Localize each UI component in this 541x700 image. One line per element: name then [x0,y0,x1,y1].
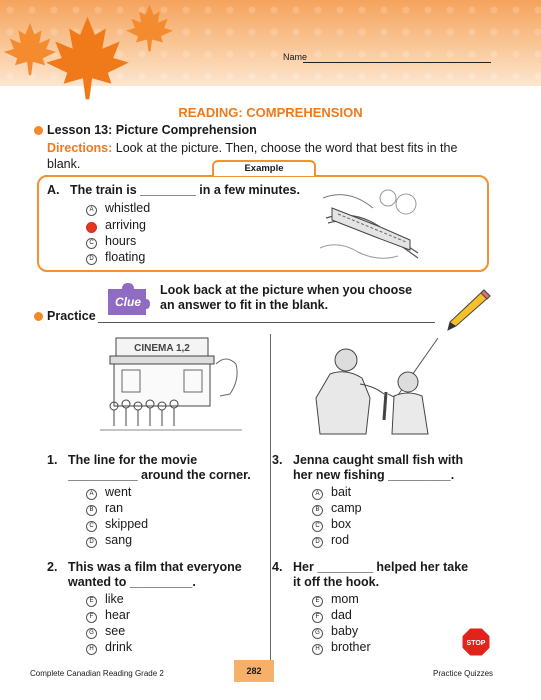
answer-option[interactable] [312,592,359,607]
answer-option[interactable] [312,501,362,516]
question-line: Jenna caught small fish with [293,453,464,467]
option-bubble[interactable]: G [86,628,97,639]
answer-option[interactable] [312,485,351,500]
clue-text [160,283,412,313]
page-number: 282 [234,660,274,682]
example-question: The train is ________ in a few minutes. [70,183,300,197]
option-bubble[interactable]: D [86,537,97,548]
option-text: went [105,485,132,499]
option-bubble[interactable]: C [86,521,97,532]
option-text: baby [331,624,359,638]
answer-option[interactable] [312,624,358,639]
option-text: bait [331,485,352,499]
option-text: arriving [105,218,146,232]
option-text: sang [105,533,133,547]
answer-option[interactable] [86,624,125,639]
example-letter: A. [47,183,60,197]
question-text [293,453,463,483]
question-line: The line for the movie [68,453,198,467]
pencil-icon [444,288,492,332]
option-text: see [105,624,126,638]
question-line: it off the hook. [293,575,380,589]
question-line: her new fishing _________. [293,468,455,482]
answer-option[interactable] [312,517,351,532]
option-text: box [331,517,352,531]
option-text: like [105,592,124,606]
option-bubble[interactable]: E [312,596,323,607]
answer-option[interactable] [86,485,131,500]
name-input-line[interactable] [303,62,491,63]
example-option[interactable] [86,250,145,265]
clue-badge-text: Clue [114,295,142,309]
option-bubble[interactable]: B [86,505,97,516]
fishing-illustration [300,338,448,438]
directions-text: Look at the picture. Then, choose the word that best fits in the blank. [47,141,458,171]
column-divider [270,334,271,664]
answer-option[interactable] [86,640,132,655]
section-title: READING: COMPREHENSION [178,105,363,120]
option-bubble[interactable]: C [86,238,97,249]
option-text: drink [105,640,133,654]
lesson-title: Lesson 13: Picture Comprehension [47,123,257,137]
question-text [68,453,251,483]
stop-sign-icon [462,628,490,656]
option-bubble[interactable]: A [86,205,97,216]
question-text [68,560,242,590]
train-illustration [318,178,430,264]
clue-line-1: Look back at the picture when you choose [160,283,413,297]
practice-rule [98,322,435,323]
answer-option[interactable] [86,592,124,607]
option-text: whistled [105,201,151,215]
maple-leaf-icon [0,20,60,78]
answer-option[interactable] [312,640,371,655]
bullet-icon [34,126,43,135]
question-number: 4. [272,560,283,574]
name-label: Name [283,52,308,62]
option-bubble[interactable]: B [312,505,323,516]
option-bubble[interactable]: A [312,489,323,500]
option-text: floating [105,250,146,264]
footer-section: Practice Quizzes [433,669,494,678]
answer-option[interactable] [312,608,352,623]
answer-option[interactable] [86,533,132,548]
option-bubble[interactable]: A [86,489,97,500]
option-bubble[interactable]: D [86,254,97,265]
cinema-sign-text: CINEMA 1,2 [134,343,190,354]
example-option[interactable] [86,218,146,233]
option-text: hear [105,608,131,622]
option-text: mom [331,592,359,606]
option-text: camp [331,501,362,515]
answer-option[interactable] [86,608,130,623]
option-text: hours [105,234,137,248]
example-option[interactable] [86,234,136,249]
question-line: Her ________ helped her take [293,560,469,574]
option-bubble[interactable]: F [312,612,323,623]
maple-leaf-icon [122,2,177,54]
clue-puzzle-icon [104,283,150,317]
directions-label: Directions: [47,141,113,155]
option-bubble[interactable]: H [312,644,323,655]
option-bubble[interactable]: D [312,537,323,548]
option-bubble[interactable]: C [312,521,323,532]
footer-book-title: Complete Canadian Reading Grade 2 [30,669,164,678]
option-bubble-selected[interactable] [86,222,97,233]
clue-line-2: an answer to fit in the blank. [160,298,329,312]
question-number: 2. [47,560,58,574]
question-line: This was a film that everyone [68,560,242,574]
stop-sign-text: STOP [466,640,486,647]
example-option[interactable] [86,201,150,216]
cinema-illustration [100,334,242,436]
question-line: wanted to _________. [68,575,196,589]
example-tab: Example [212,160,316,176]
option-bubble[interactable]: G [312,628,323,639]
option-text: rod [331,533,350,547]
question-number: 1. [47,453,58,467]
answer-option[interactable] [86,517,148,532]
answer-option[interactable] [312,533,349,548]
bullet-icon [34,312,43,321]
option-text: ran [105,501,124,515]
question-number: 3. [272,453,283,467]
option-bubble[interactable]: E [86,596,97,607]
option-bubble[interactable]: H [86,644,97,655]
question-line: __________ around the corner. [68,468,251,482]
option-bubble[interactable]: F [86,612,97,623]
answer-option[interactable] [86,501,123,516]
option-text: skipped [105,517,149,531]
question-text [293,560,468,590]
practice-label: Practice [47,309,96,323]
option-text: dad [331,608,352,622]
option-text: brother [331,640,371,654]
